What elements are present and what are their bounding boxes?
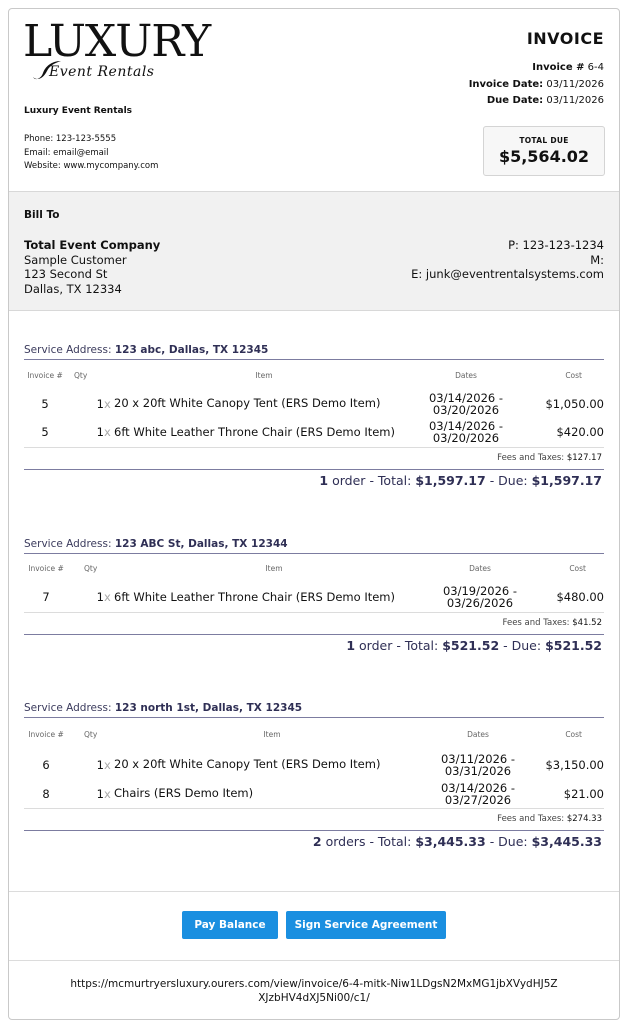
service-address-label: Service Address: xyxy=(24,344,112,356)
invoice-meta xyxy=(469,60,604,110)
invoice-number: 6-4 xyxy=(587,62,604,73)
row-invoice: 5 xyxy=(41,425,49,439)
table-row xyxy=(24,779,604,808)
total-label: - Total: xyxy=(396,638,439,653)
row-item: 20 x 20ft White Canopy Tent (ERS Demo Item) xyxy=(114,757,381,771)
table-header xyxy=(24,718,604,750)
row-invoice: 5 xyxy=(41,396,49,411)
row-dates: 03/14/2026 - 03/20/2026 xyxy=(428,390,504,417)
service-section xyxy=(24,537,604,656)
section-due: $3,445.33 xyxy=(531,834,602,849)
col-spacer xyxy=(104,360,114,390)
logo-sub-text: Event Rentals xyxy=(49,64,155,80)
service-section xyxy=(24,701,604,852)
table-row xyxy=(24,390,604,417)
bill-to-email: E: junk@eventrentalsystems.com xyxy=(411,267,604,281)
col-cost: Cost xyxy=(569,563,586,573)
col-dates: Dates xyxy=(469,563,491,573)
row-item: Chairs (ERS Demo Item) xyxy=(114,786,254,800)
row-qty: 1 xyxy=(96,786,104,801)
col-invoice: Invoice # xyxy=(28,729,64,739)
fees-and-taxes xyxy=(24,612,604,634)
service-address-value: 123 abc, Dallas, TX 12345 xyxy=(114,344,269,356)
row-times: x xyxy=(104,757,111,772)
invoice-url[interactable]: https://mcmurtryersluxury.ourers.com/view/invoice/6-4-mitk-Niw1LDgsN2MxMG1jbXVydHJ5ZXJzbHV4dXJ5Ni00/c1/ xyxy=(70,978,558,1004)
pay-balance-button[interactable]: Pay Balance xyxy=(182,911,278,939)
invoice-date-line xyxy=(469,77,604,94)
table-row xyxy=(24,417,604,447)
row-item: 6ft White Leather Throne Chair (ERS Demo Item) xyxy=(114,424,395,439)
col-item: Item xyxy=(265,563,283,573)
bill-to-phone: P: 123-123-1234 xyxy=(508,238,604,252)
table-row xyxy=(24,750,604,779)
total-due-label: TOTAL DUE xyxy=(519,136,569,145)
row-dates: 03/14/2026 - 03/20/2026 xyxy=(428,419,504,445)
orders-count: 1 xyxy=(346,638,356,653)
total-label: - Total: xyxy=(369,473,412,488)
company-name: Luxury Event Rentals xyxy=(24,106,133,116)
col-item: Item xyxy=(255,370,273,380)
company-logo xyxy=(23,16,213,81)
invoice-card xyxy=(8,8,620,1020)
row-qty: 1 xyxy=(96,757,104,772)
bill-to-contact: Sample Customer xyxy=(24,252,127,267)
col-spacer xyxy=(104,718,114,750)
company-website: Website: www.mycompany.com xyxy=(24,161,159,171)
invoice-header xyxy=(9,9,619,191)
service-address-label: Service Address: xyxy=(24,538,112,550)
orders-word: orders xyxy=(325,834,366,849)
row-times: x xyxy=(104,396,111,411)
due-date-line xyxy=(469,93,604,110)
row-cost: $420.00 xyxy=(556,425,604,439)
total-label: - Total: xyxy=(369,834,412,849)
due-date-label: Due Date: xyxy=(486,95,544,106)
section-totals xyxy=(24,469,604,491)
row-times: x xyxy=(104,786,111,801)
invoice-date: 03/11/2026 xyxy=(546,78,604,90)
fees-label: Fees and Taxes: xyxy=(502,618,570,628)
invoice-number-line xyxy=(469,60,604,77)
sign-service-agreement-button[interactable]: Sign Service Agreement xyxy=(286,911,446,939)
bill-to-street: 123 Second St xyxy=(24,267,108,281)
row-invoice: 8 xyxy=(42,786,50,801)
company-contact xyxy=(24,133,158,174)
row-dates: 03/14/2026 - 03/27/2026 xyxy=(440,780,516,807)
logo-main-text: LUXURY xyxy=(23,16,211,67)
due-label: - Due: xyxy=(489,834,528,849)
bill-to-company: Total Event Company xyxy=(24,238,161,252)
fees-and-taxes xyxy=(24,447,604,469)
bill-to-section xyxy=(9,191,619,311)
fees-value: $41.52 xyxy=(572,618,602,628)
row-invoice: 7 xyxy=(42,590,50,604)
row-dates: 03/11/2026 - 03/31/2026 xyxy=(440,751,516,778)
fees-value: $274.33 xyxy=(566,814,602,824)
bill-to-address xyxy=(24,238,160,296)
service-address xyxy=(24,343,604,360)
service-section xyxy=(24,343,604,491)
fees-and-taxes xyxy=(24,808,604,830)
fees-label: Fees and Taxes: xyxy=(497,814,565,824)
row-item: 20 x 20ft White Canopy Tent (ERS Demo Item) xyxy=(114,396,381,410)
due-date: 03/11/2026 xyxy=(546,95,604,106)
section-total: $1,597.17 xyxy=(415,473,486,488)
section-due: $521.52 xyxy=(545,638,602,653)
row-times: x xyxy=(104,425,111,439)
service-address xyxy=(24,537,604,554)
col-dates: Dates xyxy=(455,370,477,380)
col-qty: Qty xyxy=(84,563,98,573)
table-header xyxy=(24,360,604,390)
orders-count: 1 xyxy=(319,473,329,488)
section-total: $521.52 xyxy=(442,638,500,653)
total-due-box xyxy=(483,126,605,176)
col-cost: Cost xyxy=(565,729,582,739)
orders-count: 2 xyxy=(312,834,322,849)
col-spacer xyxy=(104,554,114,582)
bill-to-title: Bill To xyxy=(24,209,60,221)
fees-value: $127.17 xyxy=(566,453,602,463)
invoice-title: INVOICE xyxy=(526,29,604,48)
service-address-label: Service Address: xyxy=(24,702,112,714)
bill-to-mobile: M: xyxy=(590,252,604,267)
col-cost: Cost xyxy=(565,370,582,380)
col-item: Item xyxy=(263,729,281,739)
row-cost: $3,150.00 xyxy=(545,757,604,772)
service-address-value: 123 north 1st, Dallas, TX 12345 xyxy=(114,702,303,714)
orders-word: order xyxy=(332,473,366,488)
invoice-date-label: Invoice Date: xyxy=(468,78,544,90)
total-due-value: $5,564.02 xyxy=(498,147,590,166)
fees-label: Fees and Taxes: xyxy=(497,453,565,463)
table-header xyxy=(24,554,604,582)
invoice-number-label: Invoice # xyxy=(532,62,585,73)
section-due: $1,597.17 xyxy=(531,473,602,488)
items-table xyxy=(24,360,604,447)
service-address-value: 123 ABC St, Dallas, TX 12344 xyxy=(114,538,288,550)
row-qty: 1 xyxy=(96,590,104,604)
due-label: - Due: xyxy=(489,473,528,488)
items-table xyxy=(24,718,604,808)
company-email: Email: email@email xyxy=(24,147,109,158)
section-totals xyxy=(24,830,604,852)
row-cost: $21.00 xyxy=(563,786,604,801)
service-address xyxy=(24,701,604,718)
row-dates: 03/19/2026 - 03/26/2026 xyxy=(442,584,518,610)
section-totals xyxy=(24,634,604,656)
table-row xyxy=(24,582,604,612)
action-bar xyxy=(9,891,619,961)
row-item: 6ft White Leather Throne Chair (ERS Demo Item) xyxy=(114,589,395,604)
orders-word: order xyxy=(359,638,393,653)
col-invoice: Invoice # xyxy=(27,370,63,380)
section-total: $3,445.33 xyxy=(415,834,486,849)
col-dates: Dates xyxy=(467,729,489,739)
bill-to-city: Dallas, TX 12334 xyxy=(24,281,122,296)
col-invoice: Invoice # xyxy=(28,563,64,573)
row-qty: 1 xyxy=(96,396,104,411)
col-qty: Qty xyxy=(74,370,88,380)
row-invoice: 6 xyxy=(42,757,50,772)
row-cost: $1,050.00 xyxy=(545,396,604,411)
col-qty: Qty xyxy=(84,729,98,739)
row-times: x xyxy=(104,590,111,604)
bill-to-contact-info xyxy=(411,238,604,282)
row-cost: $480.00 xyxy=(556,590,604,604)
row-qty: 1 xyxy=(96,425,104,439)
due-label: - Due: xyxy=(503,638,542,653)
company-phone: Phone: 123-123-5555 xyxy=(24,134,117,144)
items-table xyxy=(24,554,604,612)
